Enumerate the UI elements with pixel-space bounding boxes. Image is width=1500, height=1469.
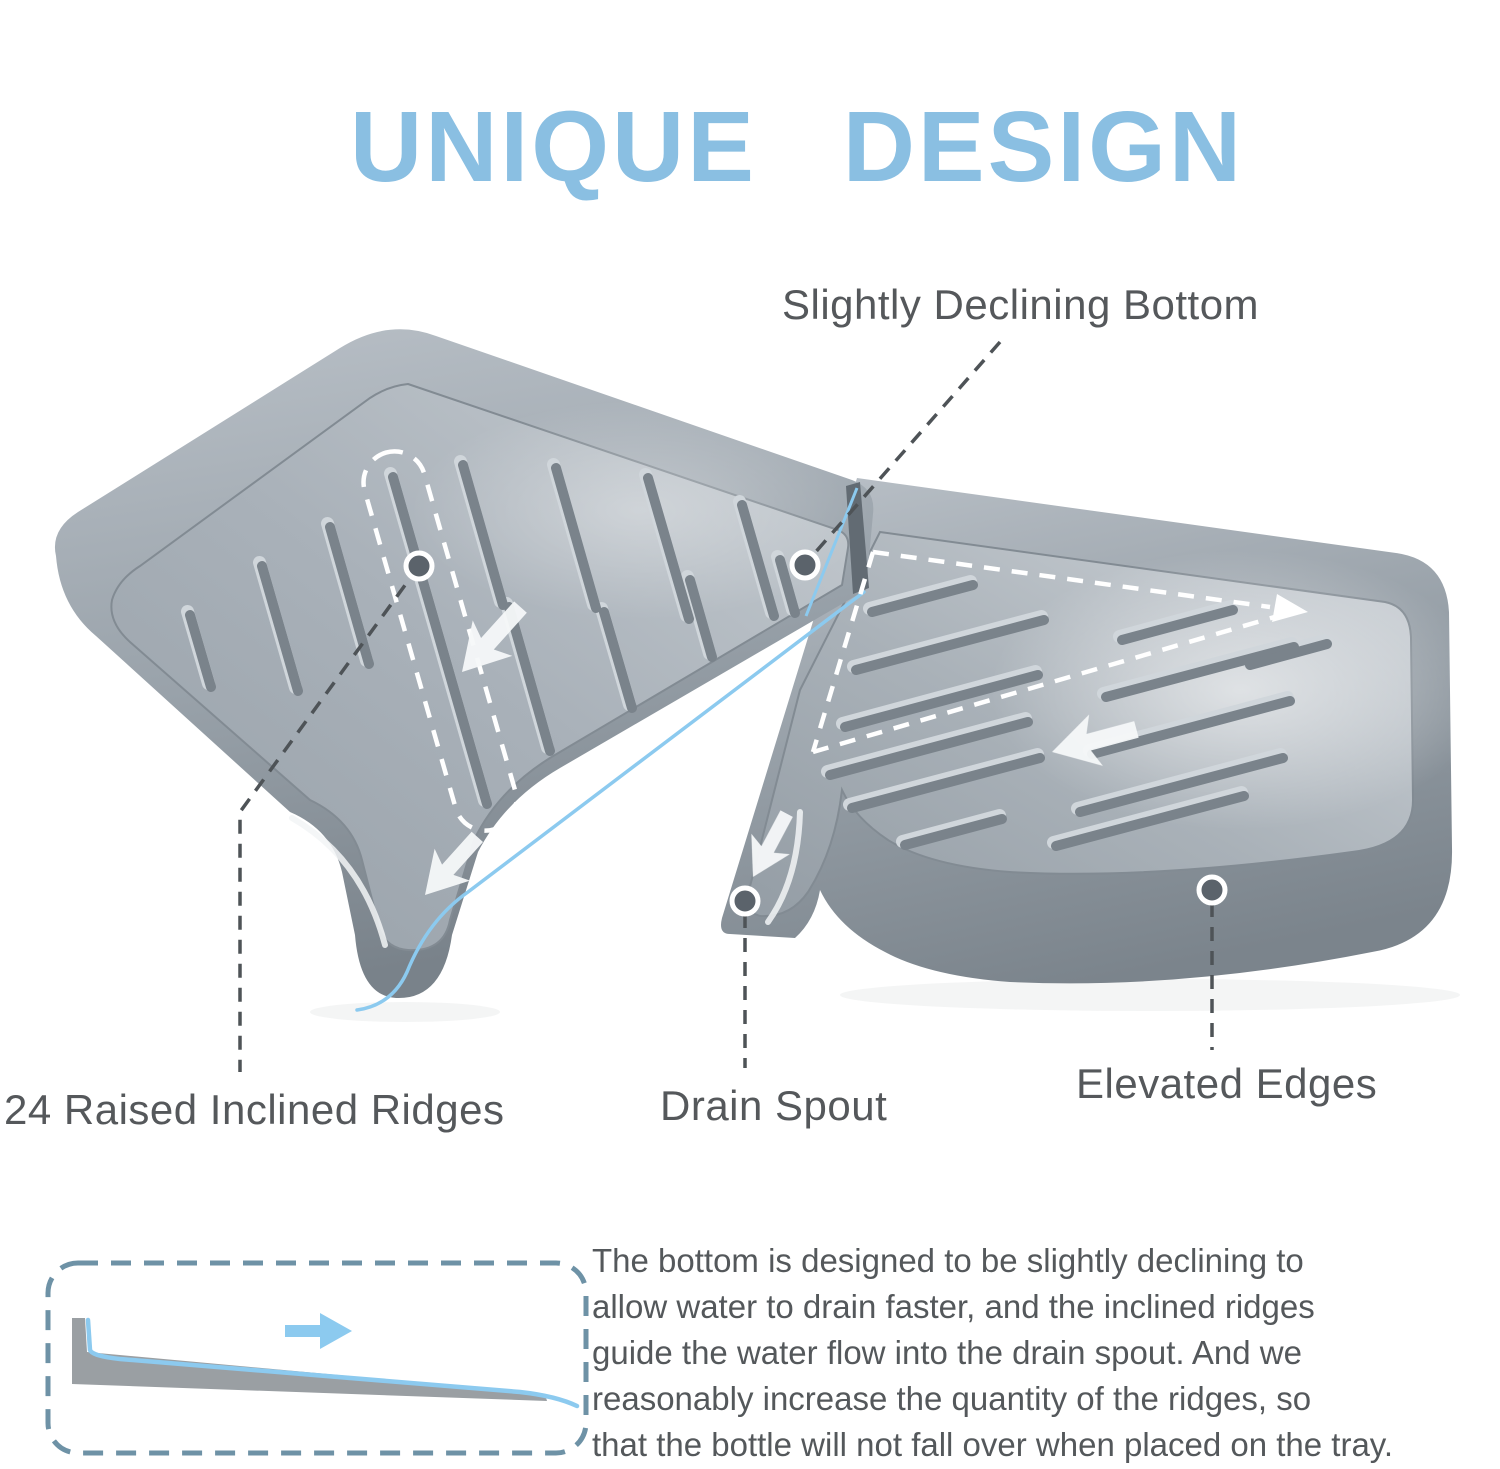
callout-drain-spout: Drain Spout — [660, 1082, 888, 1129]
description-line: guide the water flow into the drain spout. And we — [592, 1334, 1302, 1371]
marker-declining-icon — [792, 552, 818, 578]
tray-shadow — [840, 979, 1460, 1011]
callout-elevated-edges: Elevated Edges — [1076, 1060, 1378, 1107]
callout-declining-bottom: Slightly Declining Bottom — [782, 281, 1260, 328]
description-paragraph — [592, 1238, 1492, 1468]
incline-profile-diagram — [48, 1263, 586, 1453]
inset-right-arrow-icon — [285, 1313, 352, 1349]
marker-drain-icon — [732, 888, 758, 914]
tray-shadow — [310, 1002, 500, 1022]
callout-raised-inclined-ridges: 24 Raised Inclined Ridges — [4, 1086, 505, 1133]
description-line: The bottom is designed to be slightly declining to — [592, 1242, 1304, 1279]
description-line: reasonably increase the quantity of the ridges, so — [592, 1380, 1312, 1417]
marker-elevated-icon — [1199, 877, 1225, 903]
page-title: UNIQUE DESIGN — [350, 91, 1245, 203]
marker-ridges-icon — [406, 553, 432, 579]
description-line: that the bottle will not fall over when placed on the tray. — [592, 1426, 1394, 1463]
description-line: allow water to drain faster, and the inclined ridges — [592, 1288, 1315, 1325]
